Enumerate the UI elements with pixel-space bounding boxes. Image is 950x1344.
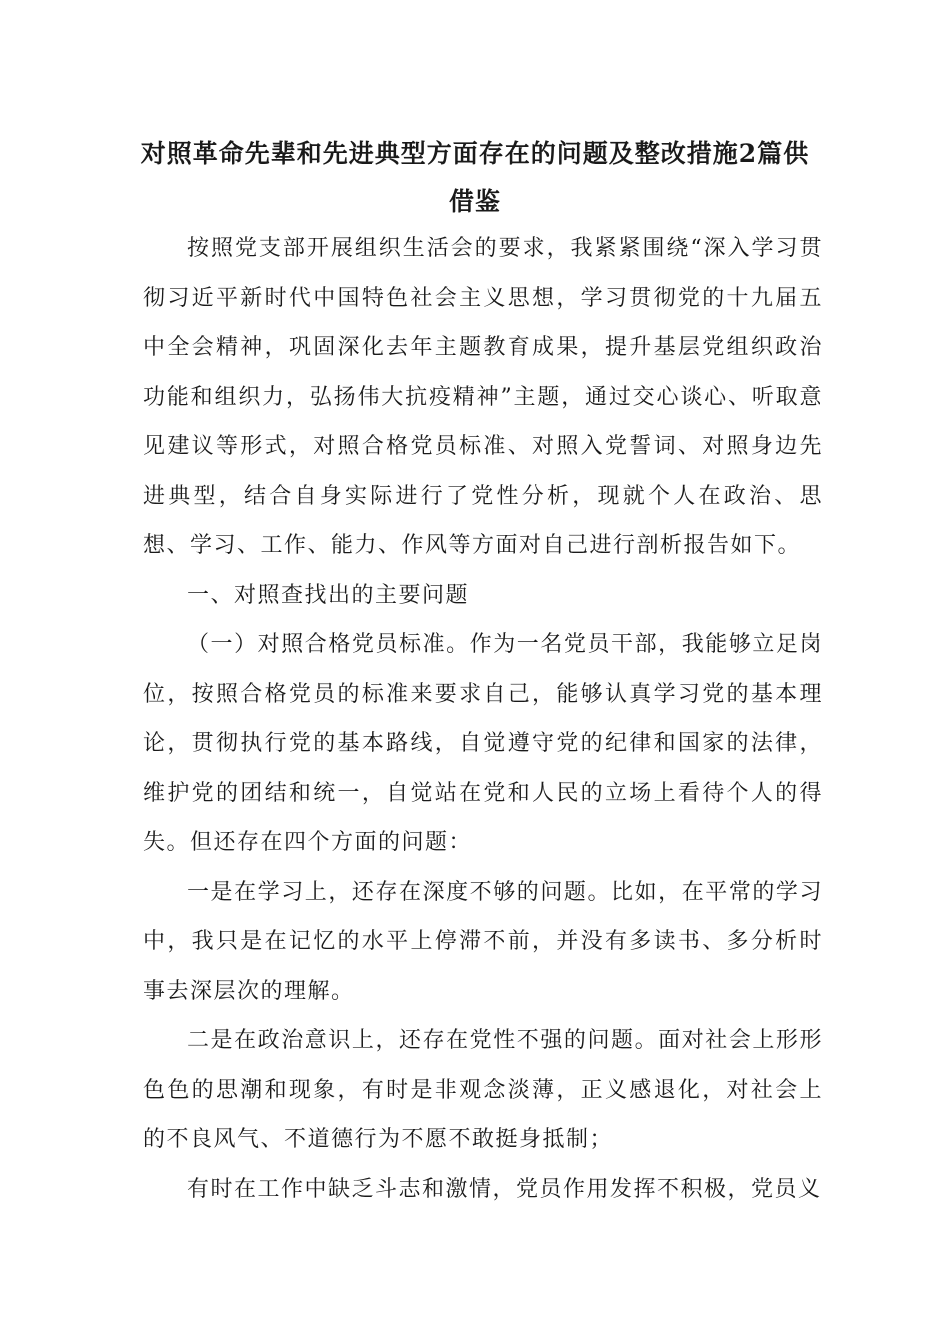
paragraph-party-member-standard: （一）对照合格党员标准。作为一名党员干部，我能够立足岗位，按照合格党员的标准来要求自己，能够认真学习党的基本理论，贯彻执行党的基本路线，自觉遵守党的纪律和国家的法律，维护党的团结和统一，自觉站在党和人民的立场上看待个人的得失。但还存在四个方面的问题： — [143, 632, 823, 855]
section-heading-main-problems: 一、对照查找出的主要问题 — [187, 582, 470, 608]
document-body — [143, 224, 823, 1214]
paragraph-political-awareness-problem: 二是在政治意识上，还存在党性不强的问题。面对社会上形形色色的思潮和现象，有时是非观念淡薄，正义感退化，对社会上的不良风气、不道德行为不愿不敢挺身抵制； — [143, 1028, 823, 1152]
paragraph-work-spirit-problem: 有时在工作中缺乏斗志和激情，党员作用发挥不积极，党员义 — [187, 1176, 822, 1202]
paragraph-intro: 按照党支部开展组织生活会的要求，我紧紧围绕“深入学习贯彻习近平新时代中国特色社会主义思想，学习贯彻党的十九届五中全会精神，巩固深化去年主题教育成果，提升基层党组织政治功能和组织力，弘扬伟大抗疫精神”主题，通过交心谈心、听取意见建议等形式，对照合格党员标准、对照入党誓词、对照身边先进典型，结合自身实际进行了党性分析，现就个人在政治、思想、学习、工作、能力、作风等方面对自己进行剖析报告如下。 — [143, 236, 823, 558]
paragraph-study-problem: 一是在学习上，还存在深度不够的问题。比如，在平常的学习中，我只是在记忆的水平上停滞不前，并没有多读书、多分析时事去深层次的理解。 — [143, 879, 823, 1004]
document-title: 对照革命先辈和先进典型方面存在的问题及整改措施2篇供借鉴 — [140, 139, 810, 216]
